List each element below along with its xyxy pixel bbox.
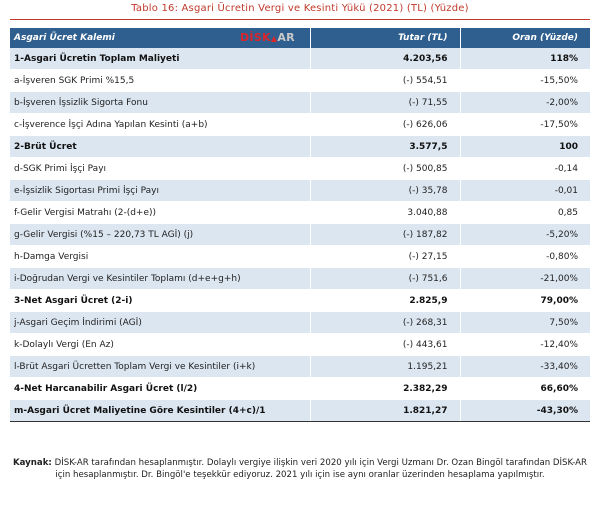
row-label: c-İşverence İşçi Adına Yapılan Kesinti (a+b)	[10, 114, 310, 136]
row-label: b-İşveren İşsizlik Sigorta Fonu	[10, 92, 310, 114]
row-label: d-SGK Primi İşçi Payı	[10, 158, 310, 180]
row-label: g-Gelir Vergisi (%15 – 220,73 TL AGİ) (j)	[10, 224, 310, 246]
table-row	[10, 268, 590, 290]
row-rate: -17,50%	[460, 114, 590, 136]
row-amount: 2.825,9	[310, 290, 460, 312]
row-amount: 3.040,88	[310, 202, 460, 224]
row-rate: -0,14	[460, 158, 590, 180]
row-rate: -12,40%	[460, 334, 590, 356]
table-row	[10, 400, 590, 422]
row-rate: 66,60%	[460, 378, 590, 400]
disk-ar-logo: DİSK▲AR	[240, 31, 295, 44]
table-title: Tablo 16: Asgari Ücretin Vergi ve Kesinti Yükü (2021) (TL) (Yüzde)	[131, 3, 469, 14]
row-rate: 79,00%	[460, 290, 590, 312]
table-row	[10, 48, 590, 70]
table-row	[10, 290, 590, 312]
row-amount: (-) 443,61	[310, 334, 460, 356]
row-amount: (-) 27,15	[310, 246, 460, 268]
row-amount: (-) 35,78	[310, 180, 460, 202]
row-label: h-Damga Vergisi	[10, 246, 310, 268]
header-item-label: Asgari Ücret Kalemi	[14, 33, 115, 43]
row-rate: -2,00%	[460, 92, 590, 114]
row-rate: -21,00%	[460, 268, 590, 290]
row-rate: -0,01	[460, 180, 590, 202]
table-row	[10, 224, 590, 246]
table-row	[10, 202, 590, 224]
row-amount: (-) 71,55	[310, 92, 460, 114]
row-rate: 7,50%	[460, 312, 590, 334]
row-label: m-Asgari Ücret Maliyetine Göre Kesintiler (4+c)/1	[10, 400, 310, 422]
table-header-row	[10, 28, 590, 48]
row-amount: (-) 268,31	[310, 312, 460, 334]
table-body	[10, 48, 590, 422]
row-rate: 0,85	[460, 202, 590, 224]
row-amount: (-) 187,82	[310, 224, 460, 246]
header-amount-column: Tutar (TL)	[310, 28, 460, 48]
table-row	[10, 70, 590, 92]
row-label: 4-Net Harcanabilir Asgari Ücret (l/2)	[10, 378, 310, 400]
row-amount: (-) 554,51	[310, 70, 460, 92]
row-rate: -33,40%	[460, 356, 590, 378]
row-amount: 3.577,5	[310, 136, 460, 158]
row-label: 3-Net Asgari Ücret (2-i)	[10, 290, 310, 312]
table-row	[10, 158, 590, 180]
row-rate: -43,30%	[460, 400, 590, 422]
row-label: e-İşsizlik Sigortası Primi İşçi Payı	[10, 180, 310, 202]
table-row	[10, 92, 590, 114]
table-row	[10, 356, 590, 378]
row-rate: -15,50%	[460, 70, 590, 92]
table-row	[10, 114, 590, 136]
row-label: f-Gelir Vergisi Matrahı (2-(d+e))	[10, 202, 310, 224]
source-text: DİSK-AR tarafından hesaplanmıştır. Dolaylı vergiye ilişkin veri 2020 yılı için Vergi Uzmanı Dr. Ozan Bingöl tarafından DİSK-AR için hesaplanmıştır. Dr. Bingöl'e teşekkür ediyoruz. 2021 yılı için ise aynı oranlar üzerinden hesaplama yapılmıştır.	[54, 458, 588, 480]
row-amount: (-) 626,06	[310, 114, 460, 136]
row-label: i-Doğrudan Vergi ve Kesintiler Toplamı (d+e+g+h)	[10, 268, 310, 290]
row-amount: (-) 500,85	[310, 158, 460, 180]
row-amount: 1.195,21	[310, 356, 460, 378]
title-divider	[10, 19, 590, 20]
table-row	[10, 334, 590, 356]
source-label: Kaynak:	[12, 458, 52, 468]
row-label: 2-Brüt Ücret	[10, 136, 310, 158]
row-rate: -5,20%	[460, 224, 590, 246]
row-label: j-Asgari Geçim İndirimi (AGİ)	[10, 312, 310, 334]
table-row	[10, 312, 590, 334]
row-label: k-Dolaylı Vergi (En Az)	[10, 334, 310, 356]
row-amount: 1.821,27	[310, 400, 460, 422]
header-item-column	[10, 28, 310, 48]
table-row	[10, 180, 590, 202]
row-amount: 4.203,56	[310, 48, 460, 70]
table-row	[10, 136, 590, 158]
row-amount: 2.382,29	[310, 378, 460, 400]
row-rate: -0,80%	[460, 246, 590, 268]
header-rate-column: Oran (Yüzde)	[460, 28, 590, 48]
row-amount: (-) 751,6	[310, 268, 460, 290]
row-label: l-Brüt Asgari Ücretten Toplam Vergi ve Kesintiler (i+k)	[10, 356, 310, 378]
table-row	[10, 246, 590, 268]
row-label: 1-Asgari Ücretin Toplam Maliyeti	[10, 48, 310, 70]
source-note	[10, 457, 590, 481]
row-rate: 118%	[460, 48, 590, 70]
row-rate: 100	[460, 136, 590, 158]
row-label: a-İşveren SGK Primi %15,5	[10, 70, 310, 92]
table-row	[10, 378, 590, 400]
tax-burden-table	[10, 28, 590, 422]
